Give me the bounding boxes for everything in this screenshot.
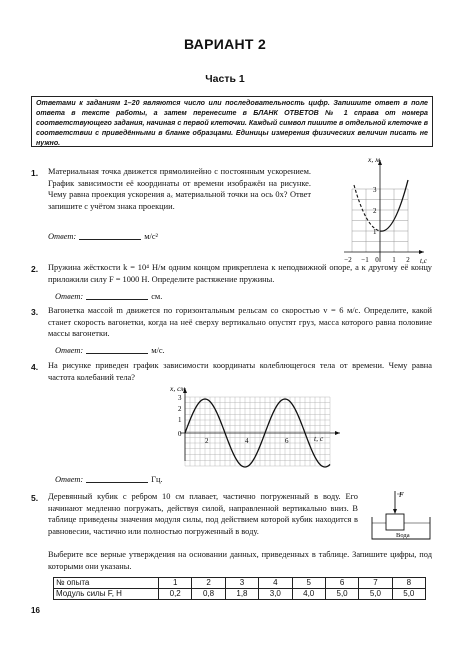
graph-4-x-tick: 6 — [285, 437, 289, 445]
task-3-answer — [55, 345, 165, 355]
table-cell: 5,0 — [325, 589, 358, 600]
table-cell: 6 — [325, 578, 358, 589]
task-1-number: 1. — [31, 168, 39, 178]
graph-4-x-tick: 4 — [245, 437, 249, 445]
force-table — [53, 577, 426, 600]
table-cell: 5 — [292, 578, 325, 589]
oscillation-graph — [170, 383, 350, 473]
graph-1-y-tick: 3 — [373, 186, 377, 194]
graph-4-y-tick: 3 — [178, 394, 182, 402]
force-label: F — [399, 490, 404, 499]
answer-field[interactable] — [79, 231, 141, 240]
task-4-number: 4. — [31, 362, 39, 372]
graph-4-x-label: t, с — [314, 434, 324, 443]
instructions-box: Ответами к заданиям 1–20 являются число или последовательность цифр. Запишите ответ в поле ответа в тексте работы, а затем перенесите в БЛАНК ОТВЕТОВ № 1 справа от номера соответствующего задания, начиная с первой клеточки. Каждый символ пишите в отдельной клеточке в соответствии с приведёнными в бланке образцами. Единицы измерения физических величин писать не нужно. — [31, 96, 433, 147]
table-cell: 4,0 — [292, 589, 325, 600]
answer-label: Ответ: — [55, 475, 84, 484]
table-cell: 3,0 — [259, 589, 292, 600]
task-2-number: 2. — [31, 264, 39, 274]
task-3-number: 3. — [31, 307, 39, 317]
graph-4-y-label: x, см — [170, 384, 186, 393]
graph-1-x-tick: 2 — [406, 256, 410, 264]
task-2-text: Пружина жёсткости k = 10⁴ Н/м одним концом прикреплена к неподвижной опоре, а к другому её концу приложили силу F = 1000 Н. Определите растяжение пружины. — [48, 263, 432, 284]
graph-1-x-tick: 0 — [375, 256, 379, 264]
answer-unit: м/с² — [144, 232, 159, 241]
table-cell: 4 — [259, 578, 292, 589]
graph-4-y-tick: 2 — [178, 405, 182, 413]
water-label: Вода — [396, 532, 410, 539]
floating-cube-figure — [366, 487, 436, 547]
answer-label: Ответ: — [55, 292, 84, 301]
graph-1-x-label: t,c — [420, 257, 427, 265]
table-cell: 5,0 — [359, 589, 392, 600]
answer-field[interactable] — [86, 291, 148, 300]
table-cell: 1,8 — [225, 589, 258, 600]
cube — [386, 514, 404, 530]
graph-4-y-tick: 0 — [178, 430, 182, 438]
task-5-text: Деревянный кубик с ребром 10 см плавает, частично погруженный в воду. Его начинают медленно погружать, действуя силой, направленной вертикально вниз. В таблице приведены значения модуля силы, под действием которой кубик находится в равновесии, частично или полностью погруженный в воду. — [48, 492, 358, 536]
task-1-answer — [48, 231, 158, 241]
table-cell: 3 — [225, 578, 258, 589]
graph-1-x-arrow — [419, 250, 424, 254]
task-4-text: На рисунке приведен график зависимости координаты колеблющегося тела от времени. Чему равна частота колебаний тела? — [48, 361, 432, 382]
table-cell: 0,8 — [192, 589, 225, 600]
table-row-header: № опыта — [54, 578, 159, 589]
graph-1-x-tick: −1 — [361, 256, 369, 264]
graph-1-y-label: x, м — [368, 155, 380, 164]
graph-1-x-tick: −2 — [344, 256, 352, 264]
coordinate-time-graph — [320, 150, 430, 268]
table-cell: 7 — [359, 578, 392, 589]
table-cell: 5,0 — [392, 589, 425, 600]
table-row — [54, 589, 426, 600]
table-cell: 2 — [192, 578, 225, 589]
task-3-text: Вагонетка массой m движется по горизонтальным рельсам со скоростью v = 6 м/с. Определите, какой станет скорость вагонетки, когда на неё сверху вертикально опустят груз, масса которого равна половине массы вагонетки. — [48, 306, 432, 339]
answer-label: Ответ: — [55, 346, 84, 355]
answer-unit: Гц. — [151, 475, 163, 484]
answer-field[interactable] — [86, 474, 148, 483]
graph-1-x-tick: 1 — [392, 256, 396, 264]
table-row — [54, 578, 426, 589]
force-arrowhead — [393, 509, 397, 514]
graph-4-x-arrow — [335, 431, 340, 435]
table-row-header: Модуль силы F, Н — [54, 589, 159, 600]
table-cell: 0,2 — [159, 589, 192, 600]
task-4-answer — [55, 474, 163, 484]
task-5-instruction: Выберите все верные утверждения на основании данных, приведенных в таблице. Запишите цифры, под которыми они указаны. — [48, 550, 432, 571]
page-number: 16 — [31, 606, 40, 615]
graph-1-y-tick: 2 — [373, 207, 377, 215]
graph-1-y-tick: 1 — [373, 228, 377, 236]
task-2-answer — [55, 291, 162, 301]
graph-4-grid — [185, 397, 330, 466]
graph-4-y-tick: 1 — [178, 416, 182, 424]
answer-field[interactable] — [86, 345, 148, 354]
table-cell: 1 — [159, 578, 192, 589]
graph-4-x-tick: 2 — [205, 437, 209, 445]
variant-title: ВАРИАНТ 2 — [183, 36, 267, 52]
task-1-text: Материальная точка движется прямолинейно с постоянным ускорением. График зависимости её координаты от времени изображён на рисунке. Чему равна проекция ускорения aₓ материальной точки на ось 0x? Ответ запишите с учётом знака проекции. — [48, 167, 311, 211]
answer-unit: см. — [151, 292, 163, 301]
part-title: Часть 1 — [205, 73, 245, 85]
task-5-number: 5. — [31, 493, 39, 503]
answer-unit: м/с. — [151, 346, 165, 355]
answer-label: Ответ: — [48, 232, 77, 241]
table-cell: 8 — [392, 578, 425, 589]
